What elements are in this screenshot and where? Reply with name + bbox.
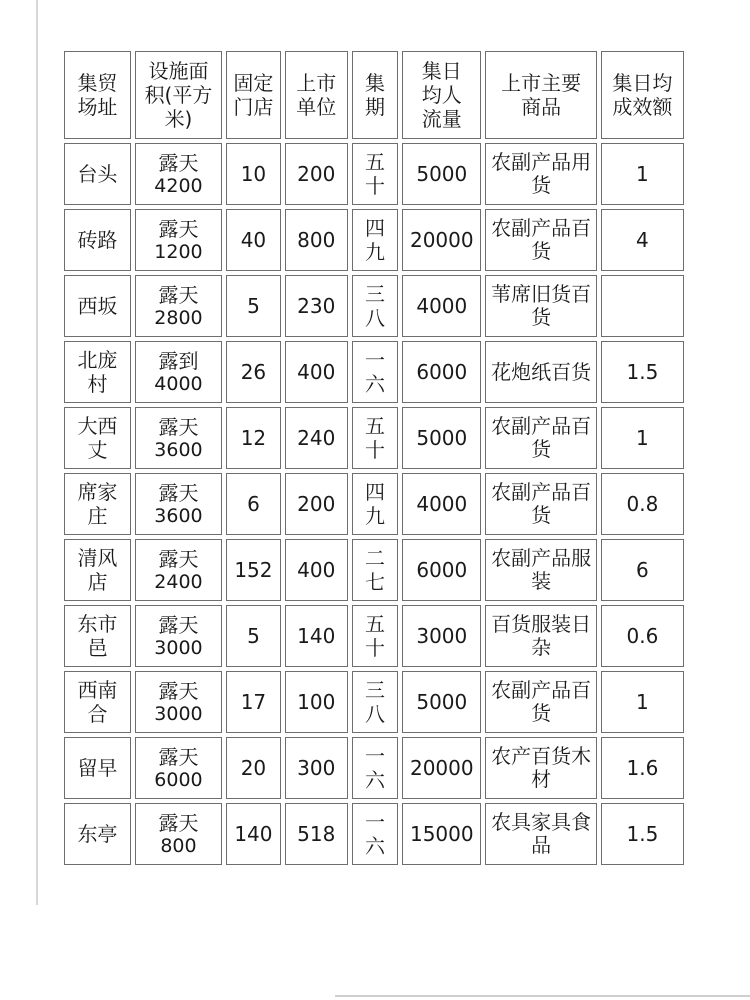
- area-value: 2800: [154, 307, 203, 329]
- period-cell: [352, 407, 399, 469]
- units-cell: [285, 737, 348, 799]
- goods-value: 百货服装日杂: [491, 612, 592, 659]
- turnover-cell: [601, 737, 684, 799]
- table-row: [64, 407, 684, 469]
- goods-cell: [485, 803, 597, 865]
- traffic-value: 6000: [416, 558, 468, 582]
- table-row: [64, 803, 684, 865]
- stores-value: 5: [247, 624, 260, 648]
- facility-type: 露天: [158, 283, 199, 307]
- site-name: 留早: [77, 756, 118, 780]
- facility-type: 露天: [158, 613, 199, 637]
- goods-cell: [485, 341, 597, 403]
- period-value: 一六: [364, 744, 385, 792]
- turnover-value: 1.5: [626, 360, 659, 384]
- goods-value: 农副产品百货: [491, 480, 592, 527]
- header-area-label: 设施面积(平方米): [144, 59, 213, 131]
- site-cell: [64, 737, 131, 799]
- header-goods: [485, 51, 597, 139]
- traffic-value: 5000: [416, 690, 468, 714]
- facility-type: 露天: [158, 415, 199, 439]
- turnover-value: 0.6: [626, 624, 659, 648]
- header-traffic: [402, 51, 481, 139]
- goods-cell: [485, 473, 597, 535]
- area-cell: [135, 407, 222, 469]
- header-site-label: 集贸场址: [77, 71, 118, 119]
- traffic-value: 15000: [409, 822, 474, 846]
- period-value: 一六: [364, 810, 385, 858]
- site-name: 北庞村: [77, 348, 118, 396]
- facility-type: 露天: [158, 679, 199, 703]
- site-cell: [64, 143, 131, 205]
- stores-cell: [226, 737, 281, 799]
- period-value: 四九: [364, 480, 385, 528]
- site-name: 东亭: [77, 822, 118, 846]
- period-cell: [352, 341, 399, 403]
- goods-cell: [485, 737, 597, 799]
- site-name: 席家庄: [77, 480, 118, 528]
- traffic-cell: [402, 407, 481, 469]
- area-value: 800: [160, 835, 197, 857]
- site-cell: [64, 407, 131, 469]
- turnover-cell: [601, 407, 684, 469]
- site-cell: [64, 605, 131, 667]
- goods-value: 农副产品百货: [491, 678, 592, 725]
- stores-cell: [226, 209, 281, 271]
- traffic-value: 4000: [416, 492, 468, 516]
- page-left-edge: [36, 0, 38, 905]
- table-row: [64, 143, 684, 205]
- units-cell: [285, 473, 348, 535]
- traffic-value: 4000: [416, 294, 468, 318]
- area-value: 3000: [154, 637, 203, 659]
- traffic-cell: [402, 341, 481, 403]
- area-cell: [135, 473, 222, 535]
- area-cell: [135, 671, 222, 733]
- turnover-value: 6: [636, 558, 649, 582]
- site-cell: [64, 341, 131, 403]
- period-cell: [352, 473, 399, 535]
- traffic-cell: [402, 473, 481, 535]
- stores-value: 10: [240, 162, 267, 186]
- units-value: 800: [297, 228, 336, 252]
- site-cell: [64, 671, 131, 733]
- units-cell: [285, 275, 348, 337]
- area-value: 1200: [154, 241, 203, 263]
- traffic-value: 5000: [416, 162, 468, 186]
- period-cell: [352, 803, 399, 865]
- turnover-value: 1: [636, 426, 649, 450]
- traffic-cell: [402, 539, 481, 601]
- table-row: [64, 605, 684, 667]
- period-cell: [352, 605, 399, 667]
- goods-cell: [485, 671, 597, 733]
- area-cell: [135, 605, 222, 667]
- units-cell: [285, 605, 348, 667]
- site-name: 台头: [77, 162, 118, 186]
- stores-cell: [226, 473, 281, 535]
- traffic-cell: [402, 209, 481, 271]
- turnover-value: 1: [636, 690, 649, 714]
- units-value: 100: [297, 690, 336, 714]
- units-cell: [285, 803, 348, 865]
- site-cell: [64, 539, 131, 601]
- traffic-cell: [402, 605, 481, 667]
- traffic-value: 20000: [409, 228, 474, 252]
- traffic-value: 20000: [409, 756, 474, 780]
- site-name: 清风店: [77, 546, 118, 594]
- turnover-value: 1.6: [626, 756, 659, 780]
- goods-value: 农副产品百货: [491, 414, 592, 461]
- period-cell: [352, 671, 399, 733]
- stores-value: 40: [240, 228, 267, 252]
- facility-type: 露天: [158, 481, 199, 505]
- stores-cell: [226, 605, 281, 667]
- turnover-cell: [601, 803, 684, 865]
- site-cell: [64, 473, 131, 535]
- units-value: 300: [297, 756, 336, 780]
- table-body: [64, 143, 684, 865]
- turnover-cell: [601, 275, 684, 337]
- stores-cell: [226, 341, 281, 403]
- turnover-value: 1: [636, 162, 649, 186]
- site-cell: [64, 803, 131, 865]
- site-name: 东市邑: [77, 612, 118, 660]
- traffic-cell: [402, 737, 481, 799]
- table-row: [64, 209, 684, 271]
- stores-value: 152: [234, 558, 273, 582]
- area-value: 2400: [154, 571, 203, 593]
- table-row: [64, 737, 684, 799]
- facility-type: 露天: [158, 745, 199, 769]
- units-value: 200: [297, 492, 336, 516]
- area-cell: [135, 737, 222, 799]
- header-traffic-label: 集日均人流量: [421, 59, 462, 131]
- units-value: 140: [297, 624, 336, 648]
- header-row: [64, 51, 684, 139]
- header-site: [64, 51, 131, 139]
- turnover-value: 0.8: [626, 492, 659, 516]
- header-goods-label: 上市主要商品: [501, 71, 582, 119]
- turnover-value: 1.5: [626, 822, 659, 846]
- header-area: [135, 51, 222, 139]
- area-value: 3000: [154, 703, 203, 725]
- units-value: 400: [297, 558, 336, 582]
- turnover-cell: [601, 143, 684, 205]
- period-value: 二七: [364, 546, 385, 594]
- goods-cell: [485, 209, 597, 271]
- area-cell: [135, 539, 222, 601]
- goods-value: 花炮纸百货: [491, 359, 592, 384]
- period-value: 三八: [364, 282, 385, 330]
- traffic-value: 3000: [416, 624, 468, 648]
- units-value: 400: [297, 360, 336, 384]
- site-name: 西坂: [77, 294, 118, 318]
- stores-value: 12: [240, 426, 267, 450]
- header-period-label: 集期: [364, 71, 385, 119]
- period-value: 一六: [364, 348, 385, 396]
- units-value: 240: [297, 426, 336, 450]
- table-row: [64, 275, 684, 337]
- facility-type: 露天: [158, 547, 199, 571]
- traffic-cell: [402, 803, 481, 865]
- turnover-cell: [601, 209, 684, 271]
- area-cell: [135, 341, 222, 403]
- table-row: [64, 473, 684, 535]
- period-cell: [352, 143, 399, 205]
- stores-cell: [226, 539, 281, 601]
- period-cell: [352, 275, 399, 337]
- units-cell: [285, 143, 348, 205]
- table-row: [64, 539, 684, 601]
- goods-value: 农产百货木材: [491, 744, 592, 791]
- goods-cell: [485, 605, 597, 667]
- header-stores-label: 固定门店: [233, 71, 274, 119]
- units-cell: [285, 407, 348, 469]
- units-value: 518: [297, 822, 336, 846]
- area-value: 3600: [154, 439, 203, 461]
- units-cell: [285, 539, 348, 601]
- traffic-cell: [402, 671, 481, 733]
- area-cell: [135, 143, 222, 205]
- area-cell: [135, 803, 222, 865]
- market-table: [60, 47, 688, 869]
- goods-cell: [485, 407, 597, 469]
- stores-value: 17: [240, 690, 267, 714]
- stores-value: 26: [240, 360, 267, 384]
- area-value: 3600: [154, 505, 203, 527]
- table-row: [64, 671, 684, 733]
- goods-value: 农副产品用货: [491, 150, 592, 197]
- units-cell: [285, 341, 348, 403]
- period-cell: [352, 737, 399, 799]
- period-value: 三八: [364, 678, 385, 726]
- period-value: 五十: [364, 612, 385, 660]
- stores-value: 6: [247, 492, 260, 516]
- units-value: 200: [297, 162, 336, 186]
- units-cell: [285, 209, 348, 271]
- market-table-container: [60, 47, 688, 869]
- traffic-value: 5000: [416, 426, 468, 450]
- site-name: 西南合: [77, 678, 118, 726]
- stores-cell: [226, 407, 281, 469]
- traffic-cell: [402, 143, 481, 205]
- period-cell: [352, 539, 399, 601]
- facility-type: 露到: [158, 349, 199, 373]
- stores-cell: [226, 803, 281, 865]
- site-name: 大西丈: [77, 414, 118, 462]
- goods-value: 农副产品服装: [491, 546, 592, 593]
- area-value: 4000: [154, 373, 203, 395]
- area-value: 4200: [154, 175, 203, 197]
- units-cell: [285, 671, 348, 733]
- period-cell: [352, 209, 399, 271]
- goods-value: 农具家具食品: [491, 810, 592, 857]
- header-turnover: [601, 51, 684, 139]
- site-cell: [64, 275, 131, 337]
- turnover-cell: [601, 539, 684, 601]
- area-cell: [135, 275, 222, 337]
- turnover-cell: [601, 605, 684, 667]
- site-name: 砖路: [77, 228, 118, 252]
- stores-value: 20: [240, 756, 267, 780]
- turnover-cell: [601, 341, 684, 403]
- goods-value: 农副产品百货: [491, 216, 592, 263]
- header-stores: [226, 51, 281, 139]
- header-units-label: 上市单位: [296, 71, 337, 119]
- stores-cell: [226, 143, 281, 205]
- page-bottom-edge: [335, 995, 750, 997]
- header-period: [352, 51, 399, 139]
- units-value: 230: [297, 294, 336, 318]
- area-cell: [135, 209, 222, 271]
- goods-cell: [485, 539, 597, 601]
- traffic-cell: [402, 275, 481, 337]
- stores-cell: [226, 275, 281, 337]
- goods-cell: [485, 143, 597, 205]
- turnover-cell: [601, 473, 684, 535]
- goods-cell: [485, 275, 597, 337]
- stores-value: 140: [234, 822, 273, 846]
- turnover-cell: [601, 671, 684, 733]
- site-cell: [64, 209, 131, 271]
- facility-type: 露天: [158, 151, 199, 175]
- goods-value: 苇席旧货百货: [491, 282, 592, 329]
- traffic-value: 6000: [416, 360, 468, 384]
- header-turnover-label: 集日均成效额: [612, 71, 673, 119]
- stores-cell: [226, 671, 281, 733]
- facility-type: 露天: [158, 217, 199, 241]
- table-row: [64, 341, 684, 403]
- stores-value: 5: [247, 294, 260, 318]
- period-value: 五十: [364, 414, 385, 462]
- header-units: [285, 51, 348, 139]
- area-value: 6000: [154, 769, 203, 791]
- turnover-value: 4: [636, 228, 649, 252]
- facility-type: 露天: [158, 811, 199, 835]
- period-value: 四九: [364, 216, 385, 264]
- period-value: 五十: [364, 150, 385, 198]
